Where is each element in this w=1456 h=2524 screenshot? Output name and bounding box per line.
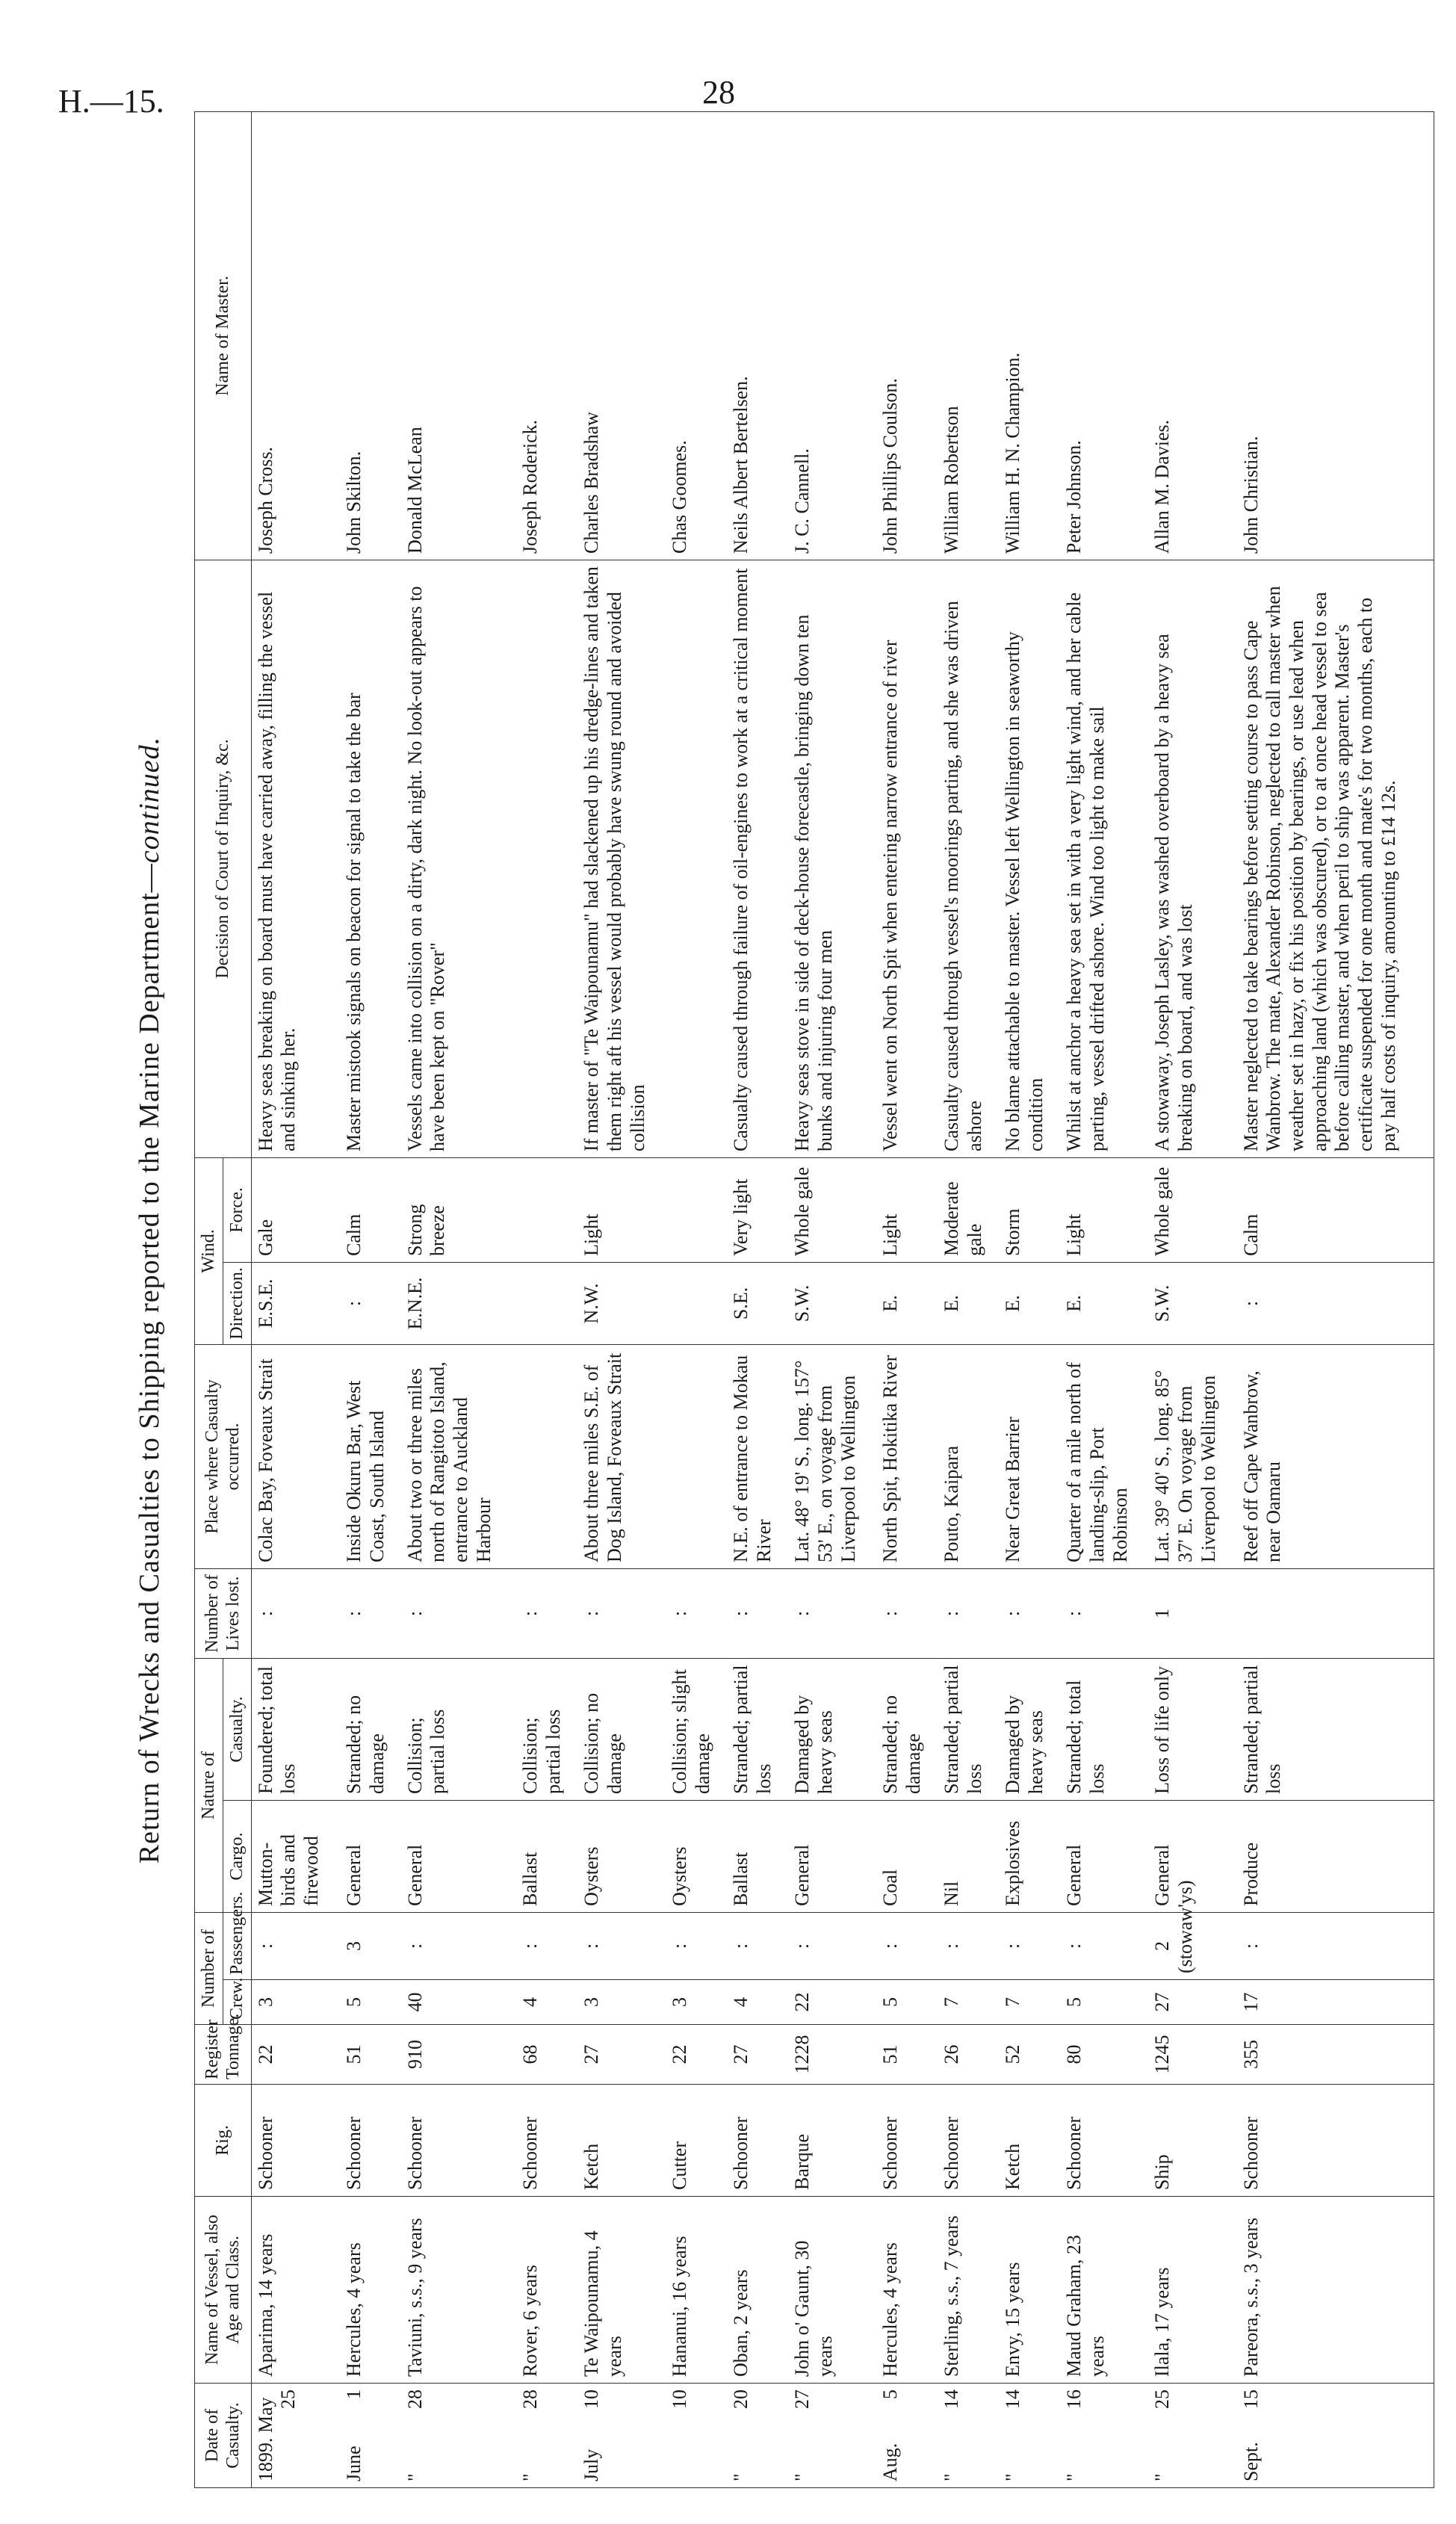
table-row xyxy=(577,111,666,2487)
col-tonnage: Register Tonnage. xyxy=(195,2025,252,2085)
col-place: Place where Casualty occurred. xyxy=(195,1344,252,1568)
row-vessel: John o' Gaunt, 30 years xyxy=(788,2197,876,2384)
table-body xyxy=(251,111,1434,2487)
row-passengers: : xyxy=(401,1912,516,1979)
table-row xyxy=(938,111,999,2487)
row-direction xyxy=(666,1262,727,1344)
row-decision: Master mistook signals on beacon for signal to take the bar xyxy=(340,560,401,1157)
row-decision: Casualty caused through vessel's moorings parting, and she was driven ashore xyxy=(938,560,999,1157)
row-day: 20 xyxy=(730,2390,752,2409)
row-tonnage: 68 xyxy=(516,2025,577,2085)
col-nature-of: Nature of xyxy=(195,1658,223,1912)
col-force: Force. xyxy=(223,1157,251,1262)
col-direction: Direction. xyxy=(223,1262,251,1344)
row-passengers: : xyxy=(1237,1912,1434,1979)
page-number: 28 xyxy=(702,74,735,111)
row-casualty: Damaged by heavy seas xyxy=(999,1658,1060,1800)
col-casualty: Casualty. xyxy=(223,1658,251,1800)
row-rig: Ketch xyxy=(577,2085,666,2197)
row-master: William H. N. Champion. xyxy=(999,111,1060,560)
row-cargo: General xyxy=(340,1800,401,1912)
row-casualty: Damaged by heavy seas xyxy=(788,1658,876,1800)
row-crew: 7 xyxy=(938,1980,999,2025)
row-date xyxy=(999,2384,1060,2488)
row-direction: : xyxy=(1237,1262,1434,1344)
row-tonnage: 27 xyxy=(727,2025,788,2085)
row-date xyxy=(340,2384,401,2488)
row-rig: Barque xyxy=(788,2085,876,2197)
row-vessel: Ilala, 17 years xyxy=(1148,2197,1236,2384)
row-crew: 5 xyxy=(876,1980,938,2025)
row-master: Charles Bradshaw xyxy=(577,111,666,560)
title-suffix: continued. xyxy=(134,736,165,864)
row-casualty: Stranded; partial loss xyxy=(938,1658,999,1800)
row-crew: 27 xyxy=(1148,1980,1236,2025)
row-tonnage: 26 xyxy=(938,2025,999,2085)
row-direction: S.W. xyxy=(1148,1262,1236,1344)
row-passengers: 3 xyxy=(340,1912,401,1979)
row-master: Joseph Cross. xyxy=(251,111,340,560)
table-row xyxy=(788,111,876,2487)
row-place: Pouto, Kaipara xyxy=(938,1344,999,1568)
row-month: " xyxy=(730,2473,752,2481)
row-crew: 22 xyxy=(788,1980,876,2025)
row-lives: : xyxy=(340,1568,401,1658)
row-crew: 5 xyxy=(340,1980,401,2025)
row-month: " xyxy=(1063,2473,1085,2481)
row-passengers: : xyxy=(577,1912,666,1979)
row-force: Light xyxy=(577,1157,666,1262)
row-force xyxy=(666,1157,727,1262)
row-crew: 4 xyxy=(516,1980,577,2025)
row-passengers: : xyxy=(666,1912,727,1979)
row-vessel: Envy, 15 years xyxy=(999,2197,1060,2384)
row-date xyxy=(938,2384,999,2488)
row-date xyxy=(577,2384,666,2488)
row-month: Aug. xyxy=(879,2443,902,2481)
row-rig: Schooner xyxy=(727,2085,788,2197)
row-day: 27 xyxy=(791,2390,814,2409)
row-cargo: General xyxy=(1060,1800,1148,1912)
table-row xyxy=(401,111,516,2487)
row-date xyxy=(876,2384,938,2488)
row-crew: 3 xyxy=(251,1980,340,2025)
row-vessel: Hercules, 4 years xyxy=(876,2197,938,2384)
row-vessel: Aparima, 14 years xyxy=(251,2197,340,2384)
row-lives: : xyxy=(788,1568,876,1658)
col-number-of: Number of xyxy=(195,1912,223,2024)
row-casualty: Collision; no damage xyxy=(577,1658,666,1800)
row-direction: S.E. xyxy=(727,1262,788,1344)
row-place: Near Great Barrier xyxy=(999,1344,1060,1568)
row-lives: : xyxy=(727,1568,788,1658)
row-rig: Ketch xyxy=(999,2085,1060,2197)
row-force: Light xyxy=(876,1157,938,1262)
row-date xyxy=(1060,2384,1148,2488)
row-master: Chas Goomes. xyxy=(666,111,727,560)
row-casualty: Collision; partial loss xyxy=(401,1658,516,1800)
row-decision: Master neglected to take bearings before setting course to pass Cape Wanbrow. The mate, Alexander Robinson, neglected to call master when weather set in hazy, or fix his position by bearings, or use lead when approaching land (which was obscured), or to at once head vessel to sea before calling master, and when peril to ship was apparent. Master's certificate suspended for one month and mate's for two months, each to pay half costs of inquiry, amounting to £14 12s. xyxy=(1237,560,1434,1157)
row-month: June xyxy=(342,2446,365,2481)
row-casualty: Stranded; partial loss xyxy=(727,1658,788,1800)
row-lives: : xyxy=(666,1568,727,1658)
table-row xyxy=(251,111,340,2487)
row-day: 1 xyxy=(342,2390,365,2399)
row-passengers: : xyxy=(516,1912,577,1979)
row-date xyxy=(666,2384,727,2488)
row-date xyxy=(251,2384,340,2488)
row-cargo: Mutton-birds and firewood xyxy=(251,1800,340,1912)
row-tonnage: 355 xyxy=(1237,2025,1434,2085)
row-cargo: General xyxy=(788,1800,876,1912)
row-tonnage: 27 xyxy=(577,2025,666,2085)
row-decision: Whilst at anchor a heavy sea set in with a very light wind, and her cable parting, vessel drifted ashore. Wind too light to make sail xyxy=(1060,560,1148,1157)
row-rig: Schooner xyxy=(401,2085,516,2197)
row-lives: : xyxy=(1060,1568,1148,1658)
table-row xyxy=(727,111,788,2487)
row-direction: : xyxy=(340,1262,401,1344)
col-wind: Wind. xyxy=(195,1157,223,1344)
row-master: J. C. Cannell. xyxy=(788,111,876,560)
row-place: About three miles S.E. of Dog Island, Foveaux Strait xyxy=(577,1344,666,1568)
row-decision: If master of "Te Waipounamu" had slackened up his dredge-lines and taken them right aft his vessel would probably have swung round and avoided collision xyxy=(577,560,666,1157)
table-row xyxy=(876,111,938,2487)
row-master: John Skilton. xyxy=(340,111,401,560)
row-passengers: : xyxy=(999,1912,1060,1979)
col-rig: Rig. xyxy=(195,2085,252,2197)
col-master: Name of Master. xyxy=(195,111,252,560)
row-passengers: : xyxy=(1060,1912,1148,1979)
row-decision xyxy=(666,560,727,1157)
row-rig: Schooner xyxy=(251,2085,340,2197)
row-place: Inside Okuru Bar, West Coast, South Island xyxy=(340,1344,401,1568)
row-casualty: Loss of life only xyxy=(1148,1658,1236,1800)
row-rig: Schooner xyxy=(1060,2085,1148,2197)
row-passengers: : xyxy=(788,1912,876,1979)
row-casualty: Collision; slight damage xyxy=(666,1658,727,1800)
row-place: Quarter of a mile north of landing-slip, Port Robinson xyxy=(1060,1344,1148,1568)
table-row xyxy=(516,111,577,2487)
row-force: Gale xyxy=(251,1157,340,1262)
row-cargo: Produce xyxy=(1237,1800,1434,1912)
row-place: Lat. 39° 40' S., long. 85° 37' E. On voyage from Liverpool to Wellington xyxy=(1148,1344,1236,1568)
row-vessel: Te Waipounamu, 4 years xyxy=(577,2197,666,2384)
row-place: Colac Bay, Foveaux Strait xyxy=(251,1344,340,1568)
row-date xyxy=(727,2384,788,2488)
row-tonnage: 22 xyxy=(666,2025,727,2085)
row-rig: Schooner xyxy=(938,2085,999,2197)
row-crew: 3 xyxy=(666,1980,727,2025)
row-crew: 5 xyxy=(1060,1980,1148,2025)
row-day: 16 xyxy=(1063,2390,1085,2409)
row-cargo: Oysters xyxy=(666,1800,727,1912)
row-lives: : xyxy=(577,1568,666,1658)
row-direction: E. xyxy=(999,1262,1060,1344)
col-crew: Crew. xyxy=(223,1980,251,2025)
row-force: Calm xyxy=(340,1157,401,1262)
row-casualty: Stranded; partial loss xyxy=(1237,1658,1434,1800)
row-master: Allan M. Davies. xyxy=(1148,111,1236,560)
table-row xyxy=(1237,111,1434,2487)
row-date xyxy=(401,2384,516,2488)
row-force: Calm xyxy=(1237,1157,1434,1262)
row-force: Whole gale xyxy=(788,1157,876,1262)
row-place: N.E. of entrance to Mokau River xyxy=(727,1344,788,1568)
col-vessel: Name of Vessel, also Age and Class. xyxy=(195,2197,252,2384)
row-rig: Ship xyxy=(1148,2085,1236,2197)
row-day: 14 xyxy=(1002,2390,1024,2409)
row-casualty: Stranded; no damage xyxy=(340,1658,401,1800)
row-lives: : xyxy=(516,1568,577,1658)
row-vessel: Taviuni, s.s., 9 years xyxy=(401,2197,516,2384)
row-decision: Vessel went on North Spit when entering narrow entrance of river xyxy=(876,560,938,1157)
row-lives: : xyxy=(251,1568,340,1658)
row-place: Lat. 48° 19' S., long. 157° 53' E., on voyage from Liverpool to Wellington xyxy=(788,1344,876,1568)
row-direction: E. xyxy=(876,1262,938,1344)
row-passengers: : xyxy=(938,1912,999,1979)
row-master: John Christian. xyxy=(1237,111,1434,560)
row-place: About two or three miles north of Rangitoto Island, entrance to Auckland Harbour xyxy=(401,1344,516,1568)
row-month: " xyxy=(791,2473,814,2481)
row-cargo: Ballast xyxy=(727,1800,788,1912)
row-decision: A stowaway, Joseph Lasley, was washed overboard by a heavy sea breaking on board, and was lost xyxy=(1148,560,1236,1157)
row-crew: 3 xyxy=(577,1980,666,2025)
col-passengers: Passengers. xyxy=(223,1912,251,1979)
row-day: 15 xyxy=(1239,2390,1262,2409)
row-decision: No blame attachable to master. Vessel left Wellington in seaworthy condition xyxy=(999,560,1060,1157)
row-lives: : xyxy=(938,1568,999,1658)
row-decision: Heavy seas breaking on board must have carried away, filling the vessel and sinking her. xyxy=(251,560,340,1157)
row-day: 28 xyxy=(403,2390,426,2409)
col-lives: Number of Lives lost. xyxy=(195,1568,252,1658)
rotated-table-region xyxy=(112,112,1442,2488)
row-passengers: : xyxy=(251,1912,340,1979)
row-vessel: Hananui, 16 years xyxy=(666,2197,727,2384)
row-rig: Schooner xyxy=(1237,2085,1434,2197)
row-force: Strong breeze xyxy=(401,1157,516,1262)
row-force: Storm xyxy=(999,1157,1060,1262)
title-text: Return of Wrecks and Casualties to Shipping reported to the Marine Department— xyxy=(134,863,165,1864)
row-place: North Spit, Hokitika River xyxy=(876,1344,938,1568)
row-casualty: Stranded; no damage xyxy=(876,1658,938,1800)
row-direction: E. xyxy=(938,1262,999,1344)
row-rig: Schooner xyxy=(516,2085,577,2197)
row-date xyxy=(788,2384,876,2488)
row-tonnage: 80 xyxy=(1060,2025,1148,2085)
row-direction: S.W. xyxy=(788,1262,876,1344)
row-lives: : xyxy=(401,1568,516,1658)
row-day: 25 xyxy=(1151,2390,1174,2409)
row-master: John Phillips Coulson. xyxy=(876,111,938,560)
row-cargo: Coal xyxy=(876,1800,938,1912)
row-master: Neils Albert Bertelsen. xyxy=(727,111,788,560)
casualty-table xyxy=(194,111,1434,2488)
document-title xyxy=(112,112,187,2488)
row-decision xyxy=(516,560,577,1157)
row-place: Reef off Cape Wanbrow, near Oamaru xyxy=(1237,1344,1434,1568)
row-master: Joseph Roderick. xyxy=(516,111,577,560)
row-force: Whole gale xyxy=(1148,1157,1236,1262)
row-month: July xyxy=(580,2449,603,2481)
table-row xyxy=(340,111,401,2487)
row-cargo: Nil xyxy=(938,1800,999,1912)
row-cargo: Explosives xyxy=(999,1800,1060,1912)
row-decision: Heavy seas stove in side of deck-house forecastle, bringing down ten bunks and injuring four men xyxy=(788,560,876,1157)
row-tonnage: 910 xyxy=(401,2025,516,2085)
row-tonnage: 52 xyxy=(999,2025,1060,2085)
row-tonnage: 1245 xyxy=(1148,2025,1236,2085)
row-month: " xyxy=(1151,2473,1174,2481)
row-direction: E. xyxy=(1060,1262,1148,1344)
page-reference: H.—15. xyxy=(58,83,164,120)
row-day: 25 xyxy=(277,2390,300,2409)
row-passengers: : xyxy=(727,1912,788,1979)
row-master: Peter Johnson. xyxy=(1060,111,1148,560)
row-vessel: Sterling, s.s., 7 years xyxy=(938,2197,999,2384)
row-date xyxy=(516,2384,577,2488)
col-date: Date of Casualty. xyxy=(195,2384,252,2488)
row-force: Moderate gale xyxy=(938,1157,999,1262)
row-cargo: General xyxy=(401,1800,516,1912)
row-cargo: Ballast xyxy=(516,1800,577,1912)
row-vessel: Rover, 6 years xyxy=(516,2197,577,2384)
row-crew: 17 xyxy=(1237,1980,1434,2025)
row-month: 1899. May xyxy=(254,2397,276,2481)
row-lives: 1 xyxy=(1148,1568,1236,1658)
row-vessel: Oban, 2 years xyxy=(727,2197,788,2384)
row-month: " xyxy=(519,2473,542,2481)
row-vessel: Pareora, s.s., 3 years xyxy=(1237,2197,1434,2384)
row-decision: Vessels came into collision on a dirty, dark night. No look-out appears to have been kept on "Rover" xyxy=(401,560,516,1157)
row-casualty: Foundered; total loss xyxy=(251,1658,340,1800)
row-rig: Schooner xyxy=(340,2085,401,2197)
row-cargo: General xyxy=(1148,1800,1236,1912)
table-row xyxy=(1148,111,1236,2487)
row-passengers: 2 (stowaw'ys) xyxy=(1148,1912,1236,1979)
row-lives: : xyxy=(876,1568,938,1658)
row-place xyxy=(516,1344,577,1568)
row-rig: Cutter xyxy=(666,2085,727,2197)
row-vessel: Hercules, 4 years xyxy=(340,2197,401,2384)
row-vessel: Maud Graham, 23 years xyxy=(1060,2197,1148,2384)
row-date xyxy=(1148,2384,1236,2488)
row-direction: E.N.E. xyxy=(401,1262,516,1344)
row-direction: N.W. xyxy=(577,1262,666,1344)
row-casualty: Stranded; total loss xyxy=(1060,1658,1148,1800)
row-force xyxy=(516,1157,577,1262)
table-row xyxy=(999,111,1060,2487)
row-month: " xyxy=(941,2473,963,2481)
col-decision: Decision of Court of Inquiry, &c. xyxy=(195,560,252,1157)
row-tonnage: 22 xyxy=(251,2025,340,2085)
table-row xyxy=(666,111,727,2487)
row-master: Donald McLean xyxy=(401,111,516,560)
row-crew: 7 xyxy=(999,1980,1060,2025)
row-month: " xyxy=(1002,2473,1024,2481)
row-date xyxy=(1237,2384,1434,2488)
row-crew: 4 xyxy=(727,1980,788,2025)
row-tonnage: 1228 xyxy=(788,2025,876,2085)
row-casualty: Collision; partial loss xyxy=(516,1658,577,1800)
row-day: 10 xyxy=(669,2390,691,2409)
row-cargo: Oysters xyxy=(577,1800,666,1912)
row-direction xyxy=(516,1262,577,1344)
table-row xyxy=(1060,111,1148,2487)
row-month: Sept. xyxy=(1239,2442,1262,2481)
row-day: 5 xyxy=(879,2390,902,2399)
row-day: 14 xyxy=(941,2390,963,2409)
col-cargo: Cargo. xyxy=(223,1800,251,1912)
row-lives: : xyxy=(999,1568,1060,1658)
row-crew: 40 xyxy=(401,1980,516,2025)
row-decision: Casualty caused through failure of oil-engines to work at a critical moment xyxy=(727,560,788,1157)
row-passengers: : xyxy=(876,1912,938,1979)
row-tonnage: 51 xyxy=(876,2025,938,2085)
row-force: Light xyxy=(1060,1157,1148,1262)
row-day: 10 xyxy=(580,2390,603,2409)
row-day: 28 xyxy=(519,2390,542,2409)
row-tonnage: 51 xyxy=(340,2025,401,2085)
row-master: William Robertson xyxy=(938,111,999,560)
row-direction: E.S.E. xyxy=(251,1262,340,1344)
row-place xyxy=(666,1344,727,1568)
row-force: Very light xyxy=(727,1157,788,1262)
row-lives xyxy=(1237,1568,1434,1658)
row-month: " xyxy=(403,2473,426,2481)
row-rig: Schooner xyxy=(876,2085,938,2197)
